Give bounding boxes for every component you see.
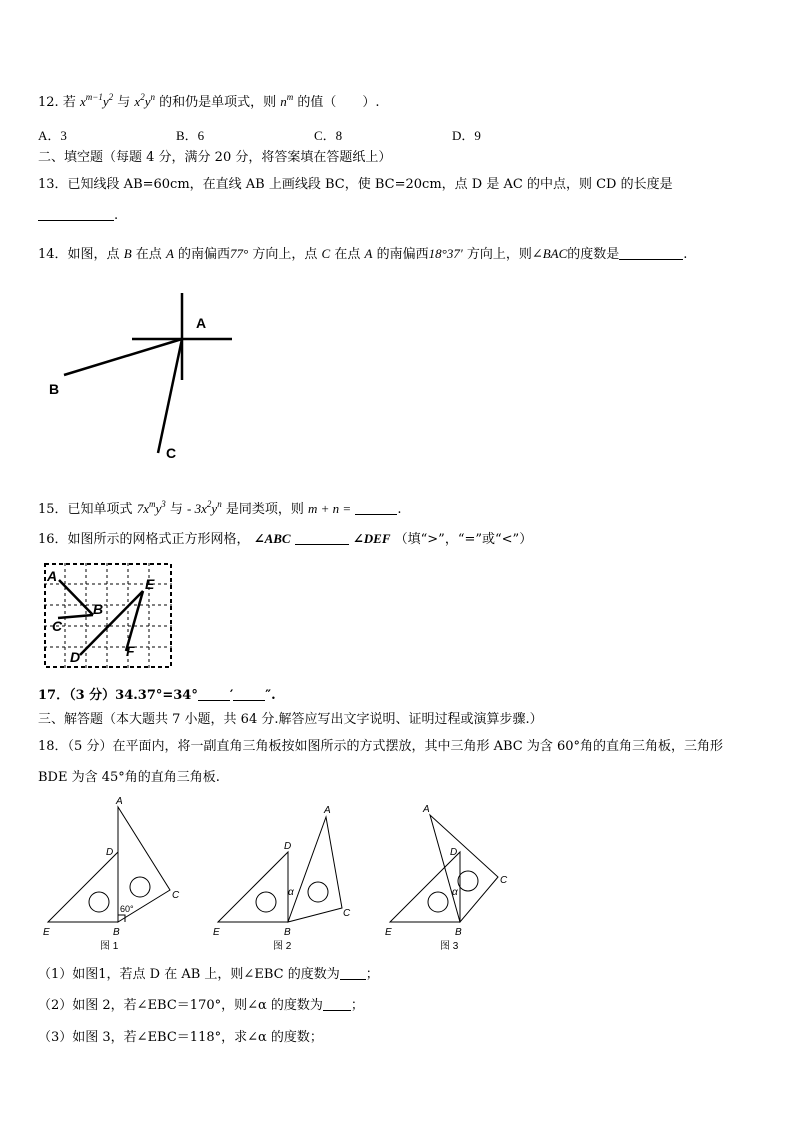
q16-label-b: B: [93, 601, 104, 617]
svg-text:C: C: [500, 875, 508, 886]
fig3-caption: 图 3: [440, 941, 459, 952]
q13-blank[interactable]: [38, 208, 114, 221]
angle-60-label: 60°: [120, 904, 134, 914]
question-13: 13．已知线段 AB=60cm，在直线 AB 上画线段 BC，使 BC=20cm，点 D 是 AC 的中点，则 CD 的长度是: [38, 177, 673, 192]
q18-sub2-blank[interactable]: [323, 998, 351, 1011]
q16-label-c: C: [52, 618, 63, 634]
svg-text:D: D: [284, 841, 292, 852]
svg-text:B: B: [113, 927, 120, 938]
question-17: 17．（3 分）34.37°=34° ′ ″.: [38, 688, 276, 703]
svg-text:A: A: [116, 796, 123, 807]
q16-grid-figure: [44, 563, 172, 668]
math-x-m-1-y2: $x^{m-1}y^2$: [79, 92, 114, 109]
q14-blank[interactable]: [619, 247, 683, 260]
option-a[interactable]: A．3: [38, 128, 67, 143]
fig2-caption: 图 2: [273, 941, 292, 952]
q15-blank[interactable]: [355, 502, 397, 515]
question-18-line2: BDE 为含 45°角的直角三角板.: [38, 770, 220, 785]
option-c[interactable]: C．8: [314, 128, 343, 143]
svg-text:C: C: [172, 890, 180, 901]
fig1-caption: 图 1: [100, 941, 119, 952]
option-b[interactable]: B．6: [176, 128, 205, 143]
q18-sub1: （1）如图1，若点 D 在 AB 上，则∠EBC 的度数为 ；: [38, 967, 379, 982]
q18-sub3: （3）如图 3，若∠EBC＝118°，求∠α 的度数；: [38, 1030, 323, 1045]
math-x2-yn: $x^2y^n$: [134, 92, 155, 109]
svg-text:E: E: [385, 927, 392, 938]
math-7x-m-y3: $7x^my^3$: [136, 499, 166, 516]
svg-text:A: A: [324, 805, 331, 816]
q14-label-b: B: [49, 381, 60, 397]
question-12: 12. 若 $x^{m-1}y^2$ 与 $x^2y^n$ 的和仍是单项式，则 $n^m$ 的值（ ）.: [38, 92, 380, 110]
math-neg3x2-yn: - $3x^2y^n$: [187, 499, 222, 516]
question-14: 14．如图，点 B 在点 A 的南偏西77° 方向上，点 C 在点 A 的南偏西18°37′ 方向上，则∠BAC的度数是 .: [38, 246, 688, 262]
q18-sub2: （2）如图 2，若∠EBC＝170°，则∠α 的度数为 ；: [38, 998, 364, 1013]
q13-answer-line: .: [38, 207, 118, 225]
q14-label-c: C: [166, 445, 177, 461]
section-2-heading: 二、填空题（每题 4 分，满分 20 分，将答案填在答题纸上）: [38, 150, 392, 165]
q14-label-a: A: [196, 315, 207, 331]
svg-text:C: C: [343, 908, 351, 919]
svg-text:D: D: [106, 847, 114, 858]
q14-figure: [40, 285, 240, 465]
question-16: 16．如图所示的网格式正方形网格， ∠ABC ∠DEF （填“>”，“=”或“<”）: [38, 531, 533, 547]
question-18-line1: 18．（5 分）在平面内，将一副直角三角板按如图所示的方式摆放，其中三角形 ABC 为含 60°角的直角三角板，三角形: [38, 739, 724, 754]
q16-label-e: E: [145, 576, 155, 592]
q17-blank-seconds[interactable]: [233, 688, 265, 701]
q17-blank-minutes[interactable]: [198, 688, 230, 701]
svg-text:D: D: [450, 847, 458, 858]
svg-text:B: B: [455, 927, 462, 938]
question-15: 15．已知单项式 $7x^my^3$ 与 - $3x^2y^n$ 是同类项，则 m + n = .: [38, 499, 402, 517]
q16-blank[interactable]: [295, 532, 349, 545]
alpha-label-fig3: α: [452, 887, 458, 898]
option-d[interactable]: D．9: [452, 128, 481, 143]
q16-label-a: A: [47, 568, 58, 584]
alpha-label-fig2: α: [288, 887, 294, 898]
q16-label-f: F: [126, 643, 135, 659]
q16-label-d: D: [70, 649, 81, 665]
section-3-heading: 三、解答题（本大题共 7 小题，共 64 分.解答应写出文字说明、证明过程或演算步骤.）: [38, 712, 543, 727]
svg-text:B: B: [284, 927, 291, 938]
q18-figures: [40, 795, 520, 955]
math-n-m: $n^m$: [280, 92, 294, 109]
svg-text:E: E: [213, 927, 220, 938]
svg-text:A: A: [423, 804, 430, 815]
svg-text:E: E: [43, 927, 50, 938]
q18-sub1-blank[interactable]: [340, 967, 366, 980]
